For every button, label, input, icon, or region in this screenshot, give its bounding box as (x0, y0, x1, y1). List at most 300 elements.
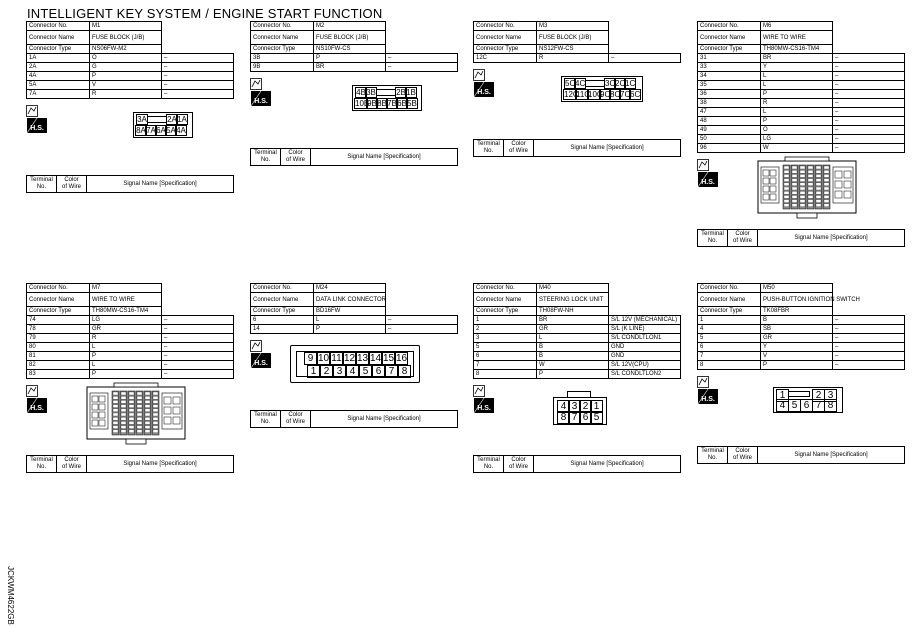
connector-name: PUSH-BUTTON IGNITION SWITCH (761, 293, 833, 307)
color-header: Color of Wire (57, 176, 87, 193)
connector-name-label: Connector Name (474, 31, 537, 45)
connector-name-label: Connector Name (474, 293, 537, 307)
connector-name: DATA LINK CONNECTOR (314, 293, 386, 307)
pin-4: 4 (346, 365, 359, 378)
connector-picture (697, 153, 905, 229)
harness-side-icon (26, 105, 48, 134)
pin-3: 3 (824, 389, 837, 402)
terminal-header: Terminal No. (251, 411, 281, 428)
terminal-header: Terminal No. (27, 456, 57, 473)
cavity-6C: 6C (630, 90, 641, 99)
terminal-row (474, 370, 681, 379)
cavity-9B: 9B (367, 99, 377, 108)
wire-color: P (537, 370, 609, 379)
connector-block-m2 (250, 21, 458, 166)
connector-no: M7 (90, 284, 162, 293)
wire-color: BR (761, 54, 833, 63)
connector-header (697, 283, 905, 370)
wire-color: L (537, 334, 609, 343)
terminal-row (698, 343, 905, 352)
terminal-no: 1 (698, 316, 761, 325)
color-header: Color of Wire (57, 456, 87, 473)
wire-color: R (90, 334, 162, 343)
signal-name: – (162, 361, 234, 370)
connector-type: TH08FW-NH (537, 307, 609, 316)
signal-header: Signal Name [Specification] (87, 456, 234, 473)
wire-color: W (761, 144, 833, 153)
signal-name: – (609, 54, 681, 63)
connector-type: NS12FW-CS (537, 45, 609, 54)
wire-color: P (90, 72, 162, 81)
connector-header (26, 21, 234, 99)
connector-no-label: Connector No. (251, 284, 314, 293)
cavity-10C: 10C (588, 90, 603, 99)
terminal-row (27, 72, 234, 81)
cavity-3C: 3C (605, 79, 616, 88)
wire-color: GR (761, 334, 833, 343)
cavity-12C: 12C (564, 90, 579, 99)
connector-header (250, 21, 458, 72)
lock-slot (788, 391, 810, 397)
terminal-no: 12C (474, 54, 537, 63)
terminal-no: 35 (698, 81, 761, 90)
cavity-6B: 6B (397, 99, 407, 108)
signal-name: S/L (K LINE) (609, 325, 681, 334)
terminal-no: 9B (251, 63, 314, 72)
cavity-4A: 4A (176, 126, 186, 135)
wire-color: L (761, 108, 833, 117)
signal-name: – (833, 81, 905, 90)
terminal-header: Terminal No. (27, 176, 57, 193)
terminal-row (698, 144, 905, 153)
connector-type-label: Connector Type (474, 45, 537, 54)
terminal-row (698, 325, 905, 334)
pin-7: 7 (568, 411, 581, 424)
pin-14: 14 (370, 353, 382, 364)
cavity-3A: 3A (137, 115, 147, 124)
connector-type: NS06FW-M2 (90, 45, 162, 54)
wire-color: GR (90, 325, 162, 334)
signal-name: – (162, 370, 234, 379)
terminal-no: 79 (27, 334, 90, 343)
terminal-row (698, 135, 905, 144)
terminal-no: 4 (698, 325, 761, 334)
cavity-5A: 5A (166, 126, 176, 135)
wire-color: V (761, 352, 833, 361)
page-title: INTELLIGENT KEY SYSTEM / ENGINE START FUNCTION (27, 6, 383, 21)
terminal-row (251, 316, 458, 325)
wire-color: P (761, 117, 833, 126)
terminal-no: 6 (251, 316, 314, 325)
terminal-table (26, 455, 234, 473)
terminal-table (473, 455, 681, 473)
wire-color: B (761, 316, 833, 325)
terminal-no: 1 (474, 316, 537, 325)
wire-color: O (90, 54, 162, 63)
connector-block-m6 (697, 21, 905, 247)
terminal-row (251, 325, 458, 334)
terminal-header: Terminal No. (474, 456, 504, 473)
connector-no-label: Connector No. (698, 22, 761, 31)
wire-color: R (761, 99, 833, 108)
terminal-no: 80 (27, 343, 90, 352)
pin-6: 6 (800, 399, 813, 412)
wire-color: B (537, 343, 609, 352)
connector-picture (697, 370, 905, 446)
terminal-no: 50 (698, 135, 761, 144)
connector-header (473, 21, 681, 63)
connector-header (697, 21, 905, 153)
terminal-row (27, 325, 234, 334)
pin-1: 1 (776, 389, 789, 402)
wire-color: BR (314, 63, 386, 72)
wire-color: P (90, 370, 162, 379)
terminal-row (27, 81, 234, 90)
signal-name: – (162, 343, 234, 352)
harness-side-icon (473, 385, 495, 414)
pin-13: 13 (357, 353, 369, 364)
signal-name: – (833, 144, 905, 153)
terminal-row (251, 63, 458, 72)
pin-8: 8 (398, 365, 411, 378)
terminal-row (474, 361, 681, 370)
pin-5: 5 (590, 411, 603, 424)
connector-name: FUSE BLOCK (J/B) (90, 31, 162, 45)
pin-1: 1 (307, 365, 320, 378)
terminal-no: 81 (27, 352, 90, 361)
signal-name: – (386, 325, 458, 334)
signal-name: – (833, 334, 905, 343)
terminal-no: 8 (698, 361, 761, 370)
cavity-3B: 3B (366, 88, 376, 97)
connector-block-m50 (697, 283, 905, 464)
pin-7: 7 (385, 365, 398, 378)
signal-name: – (833, 108, 905, 117)
pin-4: 4 (557, 400, 570, 413)
terminal-row (27, 54, 234, 63)
terminal-row (474, 325, 681, 334)
terminal-row (698, 361, 905, 370)
connector-name: STEERING LOCK UNIT (537, 293, 609, 307)
signal-name: S/L CONDLTLON2 (609, 370, 681, 379)
wire-color: R (537, 54, 609, 63)
terminal-no: 5 (474, 343, 537, 352)
wire-color: L (314, 316, 386, 325)
connector-name-label: Connector Name (698, 293, 761, 307)
terminal-row (251, 54, 458, 63)
terminal-table (250, 410, 458, 428)
harness-side-label: H.S. (477, 405, 491, 412)
cavity-10B: 10B (355, 99, 370, 108)
wire-color: V (90, 81, 162, 90)
terminal-no: 31 (698, 54, 761, 63)
connector-type: TH80MW-CS16-TM4 (761, 45, 833, 54)
connector-name-label: Connector Name (27, 31, 90, 45)
signal-name: – (833, 343, 905, 352)
connector-no: M6 (761, 22, 833, 31)
terminal-header: Terminal No. (474, 140, 504, 157)
connector-header (250, 283, 458, 334)
connector-block-m24 (250, 283, 458, 428)
cavity-9C: 9C (600, 90, 611, 99)
pin-12: 12 (344, 353, 356, 364)
wire-color: P (761, 90, 833, 99)
harness-side-icon (473, 69, 495, 98)
connector-type: NS10FW-CS (314, 45, 386, 54)
pin-2: 2 (320, 365, 333, 378)
signal-header: Signal Name [Specification] (311, 411, 458, 428)
pin-5: 5 (788, 399, 801, 412)
signal-name: – (386, 63, 458, 72)
terminal-no: 5 (698, 334, 761, 343)
connector-name-label: Connector Name (251, 293, 314, 307)
harness-side-label: H.S. (254, 360, 268, 367)
cavity-11C: 11C (576, 90, 591, 99)
signal-name: – (833, 117, 905, 126)
terminal-table (473, 139, 681, 157)
wire-color: Y (761, 63, 833, 72)
terminal-no: 83 (27, 370, 90, 379)
cavity-5B: 5B (407, 99, 417, 108)
terminal-row (27, 63, 234, 72)
terminal-row (474, 54, 681, 63)
wire-color: L (761, 72, 833, 81)
pin-8: 8 (824, 399, 837, 412)
terminal-row (698, 334, 905, 343)
terminal-row (27, 343, 234, 352)
signal-name: – (386, 316, 458, 325)
terminal-row (698, 126, 905, 135)
terminal-table (697, 446, 905, 464)
terminal-row (698, 72, 905, 81)
cavity-5C: 5C (565, 79, 576, 88)
connector-picture (250, 72, 458, 148)
cavity-6A: 6A (156, 126, 166, 135)
connector-picture (26, 379, 234, 455)
cavity-7C: 7C (620, 90, 631, 99)
wire-color: LG (90, 316, 162, 325)
signal-name: – (162, 90, 234, 99)
lock-slot (585, 80, 605, 87)
terminal-row (474, 343, 681, 352)
signal-header: Signal Name [Specification] (534, 140, 681, 157)
connector-no-label: Connector No. (474, 284, 537, 293)
pin-3: 3 (568, 400, 581, 413)
pin-10: 10 (318, 353, 330, 364)
terminal-row (474, 334, 681, 343)
terminal-no: 7A (27, 90, 90, 99)
terminal-no: 47 (698, 108, 761, 117)
terminal-row (698, 63, 905, 72)
connector-name: WIRE TO WIRE (761, 31, 833, 45)
cavity-8B: 8B (377, 99, 387, 108)
connector-no: M50 (761, 284, 833, 293)
connector-no: M2 (314, 22, 386, 31)
terminal-row (698, 81, 905, 90)
terminal-no: 82 (27, 361, 90, 370)
terminal-no: 34 (698, 72, 761, 81)
signal-name: S/L CONDLTLON1 (609, 334, 681, 343)
color-header: Color of Wire (728, 447, 758, 464)
connector-type: TH80MW-CS16-TM4 (90, 307, 162, 316)
connector-type-label: Connector Type (251, 45, 314, 54)
terminal-row (698, 352, 905, 361)
connector-name: WIRE TO WIRE (90, 293, 162, 307)
signal-name: GND (609, 352, 681, 361)
connector-type-label: Connector Type (251, 307, 314, 316)
connector-type-label: Connector Type (27, 307, 90, 316)
connector-type-label: Connector Type (474, 307, 537, 316)
wire-color: GR (537, 325, 609, 334)
harness-side-icon (250, 340, 272, 369)
cavity-1B: 1B (406, 88, 416, 97)
pin-7: 7 (812, 399, 825, 412)
terminal-header: Terminal No. (698, 230, 728, 247)
connector-picture (26, 99, 234, 175)
terminal-no: 14 (251, 325, 314, 334)
signal-name: – (833, 352, 905, 361)
terminal-row (698, 54, 905, 63)
harness-side-label: H.S. (701, 179, 715, 186)
wire-color: B (537, 352, 609, 361)
terminal-row (27, 361, 234, 370)
signal-name: – (162, 63, 234, 72)
signal-header: Signal Name [Specification] (758, 230, 905, 247)
terminal-header: Terminal No. (698, 447, 728, 464)
cavity-2C: 2C (615, 79, 626, 88)
signal-name: S/L 12V (MECHANICAL) (609, 316, 681, 325)
pin-2: 2 (812, 389, 825, 402)
signal-name: – (833, 99, 905, 108)
connector-no: M1 (90, 22, 162, 31)
pin-15: 15 (383, 353, 395, 364)
signal-header: Signal Name [Specification] (534, 456, 681, 473)
connector-picture (250, 334, 458, 410)
terminal-no: 74 (27, 316, 90, 325)
wire-color: BR (537, 316, 609, 325)
terminal-row (27, 316, 234, 325)
terminal-no: 38 (698, 99, 761, 108)
terminal-row (698, 108, 905, 117)
signal-name: – (833, 72, 905, 81)
harness-side-icon (697, 159, 719, 188)
terminal-row (474, 352, 681, 361)
wire-color: P (90, 352, 162, 361)
terminal-row (698, 99, 905, 108)
wire-color: P (314, 54, 386, 63)
pin-1: 1 (590, 400, 603, 413)
connector-picture (473, 379, 681, 455)
terminal-no: 49 (698, 126, 761, 135)
wire-color: O (761, 126, 833, 135)
terminal-no: 2 (474, 325, 537, 334)
color-header: Color of Wire (504, 140, 534, 157)
wire-color: LG (761, 135, 833, 144)
signal-name: – (162, 81, 234, 90)
pin-2: 2 (579, 400, 592, 413)
signal-name: – (162, 325, 234, 334)
signal-name: – (833, 325, 905, 334)
wire-color: G (90, 63, 162, 72)
wire-color: Y (761, 343, 833, 352)
wire-color: P (314, 325, 386, 334)
connector-no: M3 (537, 22, 609, 31)
connector-no-label: Connector No. (251, 22, 314, 31)
connector-no: M24 (314, 284, 386, 293)
signal-name: – (833, 361, 905, 370)
signal-name: S/L 12V(CPU) (609, 361, 681, 370)
harness-side-label: H.S. (701, 396, 715, 403)
signal-name: – (833, 316, 905, 325)
connector-type: TK08FBR (761, 307, 833, 316)
pin-4: 4 (776, 399, 789, 412)
terminal-no: 3B (251, 54, 314, 63)
terminal-no: 2A (27, 63, 90, 72)
pin-5: 5 (359, 365, 372, 378)
terminal-no: 7 (698, 352, 761, 361)
connector-block-m40 (473, 283, 681, 473)
signal-header: Signal Name [Specification] (311, 149, 458, 166)
color-header: Color of Wire (281, 411, 311, 428)
connector-name: FUSE BLOCK (J/B) (537, 31, 609, 45)
pin-6: 6 (579, 411, 592, 424)
connector-type-label: Connector Type (698, 307, 761, 316)
signal-name: – (162, 316, 234, 325)
connector-name-label: Connector Name (27, 293, 90, 307)
terminal-no: 4A (27, 72, 90, 81)
wire-color: L (90, 343, 162, 352)
connector-type-label: Connector Type (698, 45, 761, 54)
terminal-no: 6 (698, 343, 761, 352)
cavity-1A: 1A (177, 115, 187, 124)
terminal-row (698, 90, 905, 99)
terminal-row (27, 334, 234, 343)
wire-color: R (90, 90, 162, 99)
signal-name: – (162, 54, 234, 63)
harness-side-label: H.S. (30, 125, 44, 132)
terminal-no: 96 (698, 144, 761, 153)
terminal-row (698, 117, 905, 126)
lock-slot (376, 89, 396, 96)
connector-type: BD16FW (314, 307, 386, 316)
signal-name: GND (609, 343, 681, 352)
wire-color: P (761, 361, 833, 370)
signal-header: Signal Name [Specification] (758, 447, 905, 464)
terminal-no: 36 (698, 90, 761, 99)
signal-name: – (833, 126, 905, 135)
signal-header: Signal Name [Specification] (87, 176, 234, 193)
pin-3: 3 (333, 365, 346, 378)
terminal-no: 3 (474, 334, 537, 343)
terminal-no: 6 (474, 352, 537, 361)
connector-block-m1 (26, 21, 234, 193)
connector-no-label: Connector No. (27, 284, 90, 293)
terminal-no: 78 (27, 325, 90, 334)
cavity-8C: 8C (610, 90, 621, 99)
cavity-2A: 2A (167, 115, 177, 124)
pin-16: 16 (396, 353, 408, 364)
harness-side-icon (250, 78, 272, 107)
signal-name: – (162, 72, 234, 81)
pin-9: 9 (304, 352, 317, 365)
connector-name: FUSE BLOCK (J/B) (314, 31, 386, 45)
terminal-table (26, 175, 234, 193)
connector-no-label: Connector No. (474, 22, 537, 31)
cavity-4C: 4C (575, 79, 586, 88)
multi-pin-connector-face (86, 383, 186, 445)
terminal-row (474, 316, 681, 325)
connector-block-m3 (473, 21, 681, 157)
